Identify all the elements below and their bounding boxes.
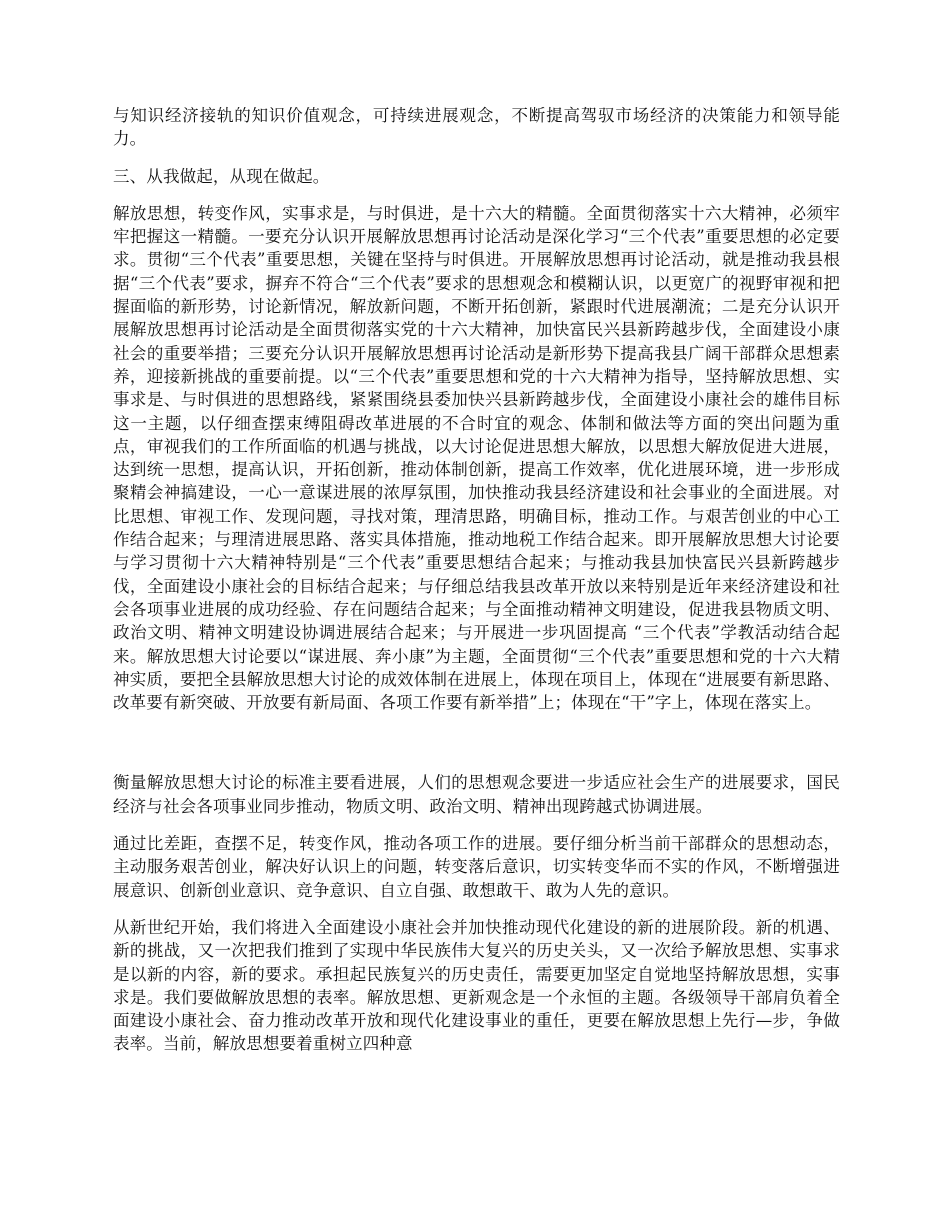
paragraph-new-century: 从新世纪开始，我们将进入全面建设小康社会并加快推动现代化建设的新的进展阶段。新的机遇、新的挑战，又一次把我们推到了实现中华民族伟大复兴的历史关头，又一次给予解放思想、实事求是以新的内容，新的要求。承担起民族复兴的历史责任，需要更加坚定自觉地坚持解放思想，实事求是。我们要做解放思想的表率。解放思想、更新观念是一个永恒的主题。各级领导干部肩负着全面建设小康社会、奋力推动改革开放和现代化建设事业的重任，更要在解放思想上先行—步，争做表率。当前，解放思想要着重树立四种意 [113,917,840,1054]
paragraph-evaluation-standard: 衡量解放思想大讨论的标准主要看进展，人们的思想观念要进一步适应社会生产的进展要求，国民经济与社会各项事业同步推动，物质文明、政治文明、精神出现跨越式协调进展。 [113,773,840,816]
paragraph-compare-gaps: 通过比差距，查摆不足，转变作风，推动各项工作的进展。要仔细分析当前干部群众的思想动态，主动服务艰苦创业，解决好认识上的问题，转变落后意识，切实转变华而不实的作风，不断增强进展意识、创新创业意识、竞争意识、自立自强、敢想敢干、敢为人先的意识。 [113,834,840,900]
document-page [113,104,840,1056]
paragraph-emancipate-mind: 解放思想，转变作风，实事求是，与时俱进，是十六大的精髓。全面贯彻落实十六大精神，必须牢牢把握这一精髓。一要充分认识开展解放思想再讨论活动是深化学习“三个代表”重要思想的必定要求。贯彻“三个代表”重要思想，关键在坚持与时俱进。开展解放思想再讨论活动，就是推动我县根据“三个代表”要求，摒弃不符合“三个代表”要求的思想观念和模糊认识，以更宽广的视野审视和把握面临的新形势，讨论新情况，解放新问题，不断开拓创新，紧跟时代进展潮流；二是充分认识开展解放思想再讨论活动是全面贯彻落实党的十六大精神，加快富民兴县新跨越步伐，全面建设小康社会的重要举措；三要充分认识开展解放思想再讨论活动是新形势下提高我县广阔干部群众思想素养，迎接新挑战的重要前提。以“三个代表”重要思想和党的十六大精神为指导，坚持解放思想、实事求是、与时俱进的思想路线，紧紧围绕县委加快兴县新跨越步伐，全面建设小康社会的雄伟目标这一主题，以仔细查摆束缚阻碍改革进展的不合时宜的观念、体制和做法等方面的突出问题为重点，审视我们的工作所面临的机遇与挑战，以大讨论促进思想大解放，以思想大解放促进大进展，达到统一思想，提高认识，开拓创新，推动体制创新，提高工作效率，优化进展环境，进一步形成聚精会神搞建设，一心一意谋进展的浓厚氛围，加快推动我县经济建设和社会事业的全面进展。对比思想、审视工作、发现问题，寻找对策，理清思路，明确目标，推动工作。与艰苦创业的中心工作结合起来；与理清进展思路、落实具体措施，推动地税工作结合起来。即开展解放思想大讨论要与学习贯彻十六大精神特别是“三个代表”重要思想结合起来；与推动我县加快富民兴县新跨越步伐，全面建设小康社会的目标结合起来；与仔细总结我县改革开放以来特别是近年来经济建设和社会各项事业进展的成功经验、存在问题结合起来；与全面推动精神文明建设，促进我县物质文明、政治文明、精神文明建设协调进展结合起来；与开展进一步巩固提高 “三个代表”学教活动结合起来。解放思想大讨论要以“谋进展、奔小康”为主题，全面贯彻“三个代表”重要思想和党的十六大精神实质，要把全县解放思想大讨论的成效体制在进展上，体现在项目上，体现在“进展要有新思路、改革要有新突破、开放要有新局面、各项工作要有新举措”上；体现在“干”字上，体现在落实上。 [113,203,840,713]
paragraph-knowledge-economy: 与知识经济接轨的知识价值观念，可持续进展观念，不断提高驾驭市场经济的决策能力和领导能力。 [113,106,840,149]
section-heading-start-from-me: 三、从我做起，从现在做起。 [113,166,330,186]
